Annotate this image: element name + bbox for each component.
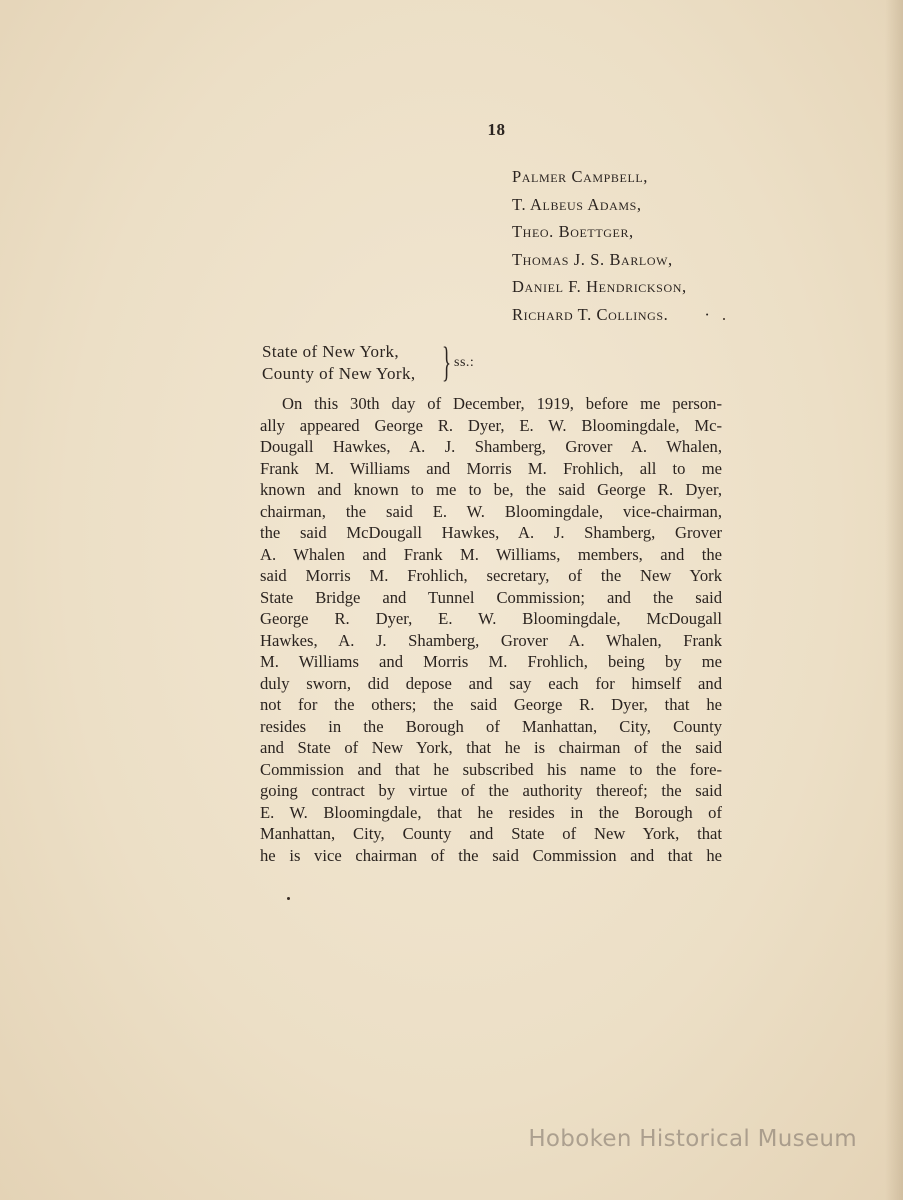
affidavit-line: he is vice chairman of the said Commission and that he — [260, 845, 722, 865]
affidavit-line: known and known to me to be, the said George R. Dyer, — [260, 480, 722, 499]
affidavit-line: said Morris M. Frohlich, secretary, of the New York — [260, 566, 722, 585]
page-number-text: 18 — [487, 120, 506, 139]
signatory-name: Thomas J. S. Barlow, — [512, 249, 673, 269]
venue-state: State of New York, — [262, 342, 400, 361]
signatory-name: Daniel F. Hendrickson, — [512, 277, 687, 296]
venue-ss: ss.: — [454, 355, 475, 370]
signatory-name: T. Albeus Adams, — [512, 194, 642, 214]
signatory-list — [512, 163, 711, 328]
page-number — [0, 120, 903, 140]
trailing-mark: · — [704, 304, 711, 324]
signatory-name: Theo. Boettger, — [512, 222, 634, 241]
affidavit-line: Manhattan, City, County and State of New York, that — [260, 824, 722, 843]
page-edge-shadow — [885, 0, 903, 1200]
affidavit-line: A. Whalen and Frank M. Williams, members, and the — [260, 544, 722, 564]
venue-county: County of New York, — [262, 364, 416, 383]
paper-speck — [287, 897, 290, 900]
affidavit-line: Dougall Hawkes, A. J. Shamberg, Grover A. Whalen, — [260, 437, 722, 456]
affidavit-line: E. W. Bloomingdale, that he resides in the Borough of — [260, 802, 722, 822]
affidavit-line: not for the others; the said George R. Dyer, that he — [260, 695, 722, 714]
affidavit-line: M. Williams and Morris M. Frohlich, being by me — [260, 652, 722, 671]
venue-brace: } — [442, 340, 452, 386]
affidavit-line: and State of New York, that he is chairman of the said — [260, 738, 722, 757]
museum-watermark: Hoboken Historical Museum — [528, 1126, 857, 1152]
affidavit-line: duly sworn, did depose and say each for himself and — [260, 673, 722, 693]
affidavit-line: State Bridge and Tunnel Commission; and the said — [260, 587, 722, 607]
affidavit-line: On this 30th day of December, 1919, before me person- — [282, 394, 722, 413]
signatory-name: Richard T. Collings. · — [512, 301, 711, 329]
affidavit-line: Frank M. Williams and Morris M. Frohlich, all to me — [260, 458, 722, 478]
paper-speck — [723, 318, 725, 320]
affidavit-line: going contract by virtue of the authority thereof; the said — [260, 781, 722, 800]
affidavit-line: the said McDougall Hawkes, A. J. Shamberg, Grover — [260, 523, 722, 542]
affidavit-line: Hawkes, A. J. Shamberg, Grover A. Whalen, Frank — [260, 630, 722, 650]
venue-block — [262, 340, 475, 386]
affidavit-line: chairman, the said E. W. Bloomingdale, vice-chairman, — [260, 501, 722, 521]
affidavit-line: George R. Dyer, E. W. Bloomingdale, McDougall — [260, 609, 722, 628]
affidavit-paragraph — [260, 393, 722, 866]
affidavit-line: resides in the Borough of Manhattan, City, County — [260, 716, 722, 736]
affidavit-line: ally appeared George R. Dyer, E. W. Bloomingdale, Mc- — [260, 415, 722, 435]
signatory-name: Palmer Campbell, — [512, 167, 649, 186]
affidavit-line: Commission and that he subscribed his name to the fore- — [260, 759, 722, 779]
